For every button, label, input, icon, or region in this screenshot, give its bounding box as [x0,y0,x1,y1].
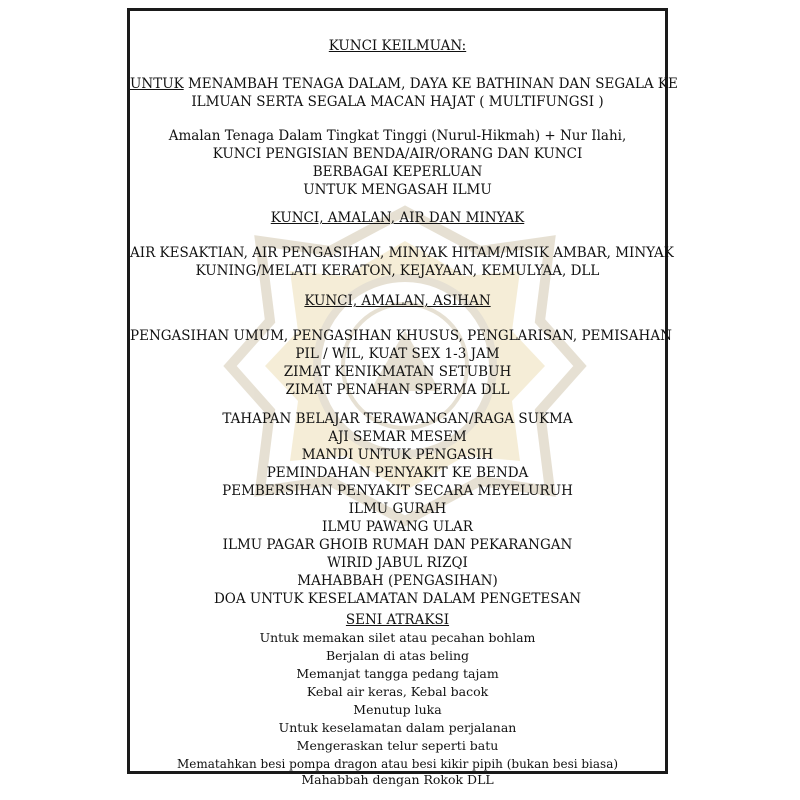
block1-line: BERBAGAI KEPERLUAN [312,164,483,180]
block2-line: KUNING/MELATI KERATON, KEJAYAAN, KEMULYAA, DLL [195,263,600,279]
block4-line: PEMBERSIHAN PENYAKIT SECARA MEYELURUH [222,483,573,499]
block4-line: MANDI UNTUK PENGASIH [301,447,494,463]
block3-line: PIL / WIL, KUAT SEX 1-3 JAM [295,346,500,362]
intro-line-2: ILMUAN SERTA SEGALA MACAN HAJAT ( MULTIFUNGSI ) [191,94,604,110]
block4-line: TAHAPAN BELAJAR TERAWANGAN/RAGA SUKMA [222,411,573,427]
block4-line: WIRID JABUL RIZQI [327,555,468,571]
block4-line: ILMU GURAH [348,501,447,517]
block5-line: Untuk keselamatan dalam perjalanan [278,720,517,735]
block2-line: AIR KESAKTIAN, AIR PENGASIHAN, MINYAK HITAM/MISIK AMBAR, MINYAK [130,245,674,261]
block5-line: Menutup luka [353,702,442,717]
intro-line-1 [130,75,678,93]
section-heading-asihan: KUNCI, AMALAN, ASIHAN [304,293,491,309]
block1-line: Amalan Tenaga Dalam Tingkat Tinggi (Nurul-Hikmah) + Nur Ilahi, [168,128,627,144]
block1-line: KUNCI PENGISIAN BENDA/AIR/ORANG DAN KUNCI [212,146,583,162]
block4-line: DOA UNTUK KESELAMATAN DALAM PENGETESAN [213,591,582,607]
block4-line: ILMU PAWANG ULAR [322,519,473,535]
section-heading-seni-atraksi: SENI ATRAKSI [345,612,450,628]
document-page [127,8,678,787]
block5-line: Berjalan di atas beling [325,648,470,663]
block1-line: UNTUK MENGASAH ILMU [303,182,492,198]
section-heading-air-minyak: KUNCI, AMALAN, AIR DAN MINYAK [270,210,525,226]
block4-line: MAHABBAH (PENGASIHAN) [297,573,498,589]
block5-line: Untuk memakan silet atau pecahan bohlam [259,630,536,645]
block3-line: PENGASIHAN UMUM, PENGASIHAN KHUSUS, PENGLARISAN, PEMISAHAN [130,328,672,344]
intro-prefix: UNTUK [130,76,184,92]
block5-line: Mahabbah dengan Rokok DLL [301,772,494,787]
block5-line: Mengeraskan telur seperti batu [296,738,499,753]
page-title: KUNCI KEILMUAN: [328,38,467,54]
block3-line: ZIMAT PENAHAN SPERMA DLL [285,382,510,398]
block4-line: PEMINDAHAN PENYAKIT KE BENDA [266,465,529,481]
block5-line: Memanjat tangga pedang tajam [296,666,499,681]
block4-line: ILMU PAGAR GHOIB RUMAH DAN PEKARANGAN [222,537,573,553]
block5-line: Mematahkan besi pompa dragon atau besi kikir pipih (bukan besi biasa) [176,757,619,771]
block3-line: ZIMAT KENIKMATAN SETUBUH [283,364,512,380]
block5-line: Kebal air keras, Kebal bacok [306,684,489,699]
block4-line: AJI SEMAR MESEM [328,429,467,445]
intro-line-1-rest: MENAMBAH TENAGA DALAM, DAYA KE BATHINAN DAN SEGALA KE [183,76,678,92]
